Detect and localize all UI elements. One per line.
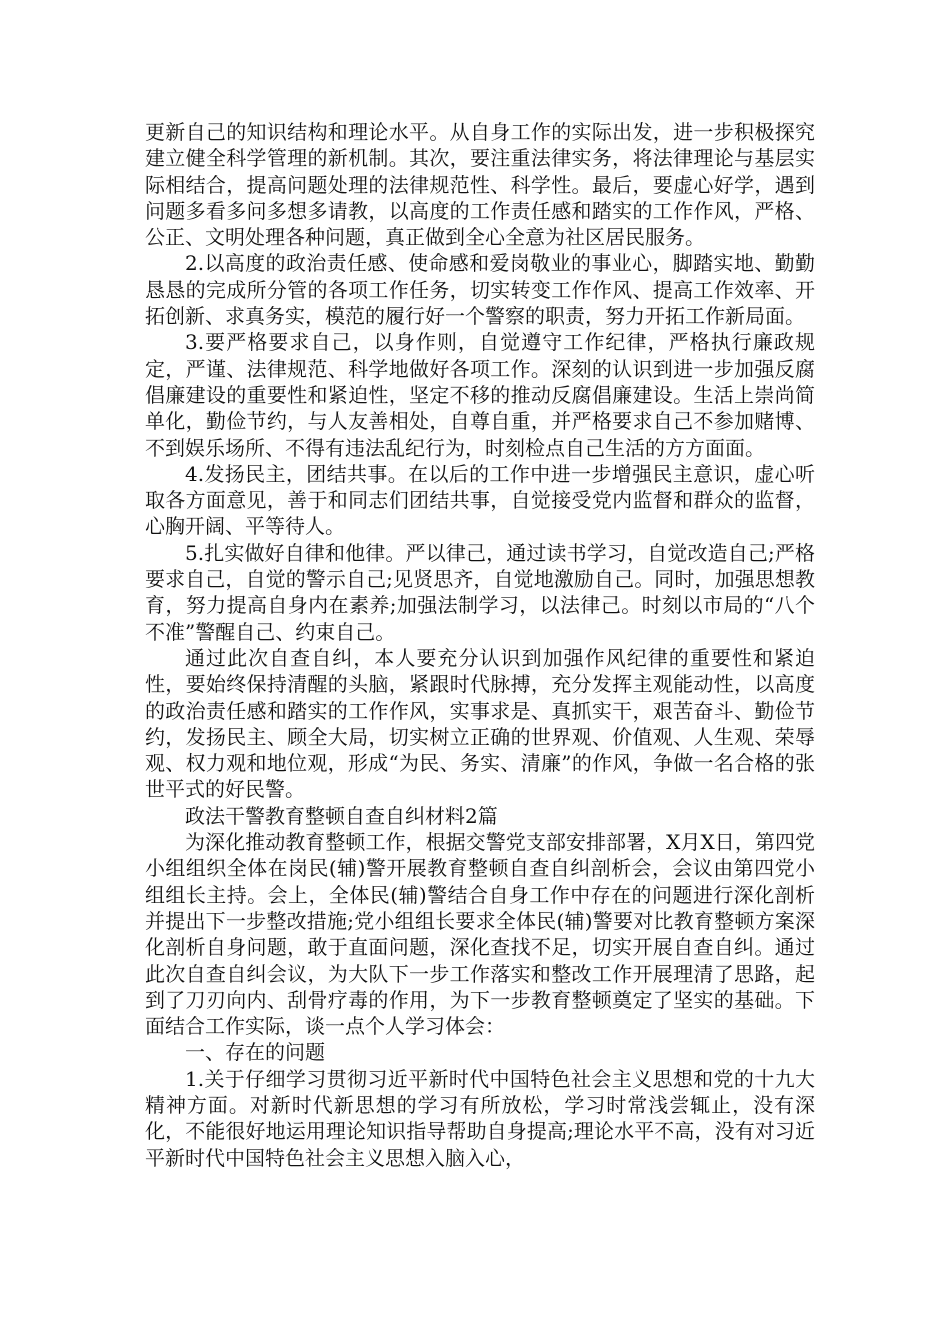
section-heading: 政法干警教育整顿自查自纠材料2篇 [185, 803, 498, 828]
paragraph-continuation: 更新自己的知识结构和理论水平。从自身工作的实际出发，进一步积极探究建立健全科学管理的新机制。其次，要注重法律实务，将法律理论与基层实际相结合，提高问题处理的法律规范性、科学性。最后，要虚心好学，遇到问题多看多问多想多请教，以高度的工作责任感和踏实的工作作风，严格、公正、文明处理各种问题，真正做到全心全意为社区居民服务。 [145, 120, 815, 250]
paragraph-intro: 为深化推动教育整顿工作，根据交警党支部安排部署，X月X日，第四党小组组织全体在岗民(辅)警开展教育整顿自查自纠剖析会，会议由第四党小组组长主持。会上，全体民(辅)警结合自身工作中存在的问题进行深化剖析并提出下一步整改措施;党小组组长要求全体民(辅)警要对比教育整顿方案深化剖析自身问题，敢于直面问题，深化查找不足，切实开展自查自纠。通过此次自查自纠会议，为大队下一步工作落实和整改工作开展理清了思路，起到了刀刃向内、刮骨疗毒的作用，为下一步教育整顿奠定了坚实的基础。下面结合工作实际，谈一点个人学习体会： [145, 830, 815, 1039]
paragraph-summary: 通过此次自查自纠，本人要充分认识到加强作风纪律的重要性和紧迫性，要始终保持清醒的头脑，紧跟时代脉搏，充分发挥主观能动性，以高度的政治责任感和踏实的工作作风，实事求是、真抓实干，艰苦奋斗、勤俭节约，发扬民主、顾全大局，切实树立正确的世界观、价值观、人生观、荣辱观、权力观和地位观，形成“为民、务实、清廉”的作风，争做一名合格的张世平式的好民警。 [145, 645, 815, 802]
paragraph-item-3: 3.要严格要求自己，以身作则，自觉遵守工作纪律，严格执行廉政规定，严谨、法律规范、科学地做好各项工作。深刻的认识到进一步加强反腐倡廉建设的重要性和紧迫性，坚定不移的推动反腐倡廉建设。生活上崇尚简单化，勤俭节约，与人友善相处，自尊自重，并严格要求自己不参加赌博、不到娱乐场所、不得有违法乱纪行为，时刻检点自己生活的方方面面。 [145, 330, 815, 460]
document-page [145, 119, 815, 1171]
subsection-heading: 一、存在的问题 [185, 1040, 325, 1065]
paragraph-problem-1: 1.关于仔细学习贯彻习近平新时代中国特色社会主义思想和党的十九大精神方面。对新时代新思想的学习有所放松，学习时常浅尝辄止，没有深化，不能很好地运用理论知识指导帮助自身提高;理论水平不高，没有对习近平新时代中国特色社会主义思想入脑入心， [145, 1066, 815, 1170]
paragraph-item-4: 4.发扬民主，团结共事。在以后的工作中进一步增强民主意识，虚心听取各方面意见，善于和同志们团结共事，自觉接受党内监督和群众的监督，心胸开阔、平等待人。 [145, 461, 815, 539]
paragraph-item-2: 2.以高度的政治责任感、使命感和爱岗敬业的事业心，脚踏实地、勤勤恳恳的完成所分管的各项工作任务，切实转变工作作风、提高工作效率、开拓创新、求真务实，模范的履行好一个警察的职责，努力开拓工作新局面。 [145, 251, 815, 329]
paragraph-item-5: 5.扎实做好自律和他律。严以律己，通过读书学习，自觉改造自己;严格要求自己，自觉的警示自己;见贤思齐，自觉地激励自己。同时，加强思想教育，努力提高自身内在素养;加强法制学习，以法律己。时刻以市局的“八个不准”警醒自己、约束自己。 [145, 540, 815, 644]
